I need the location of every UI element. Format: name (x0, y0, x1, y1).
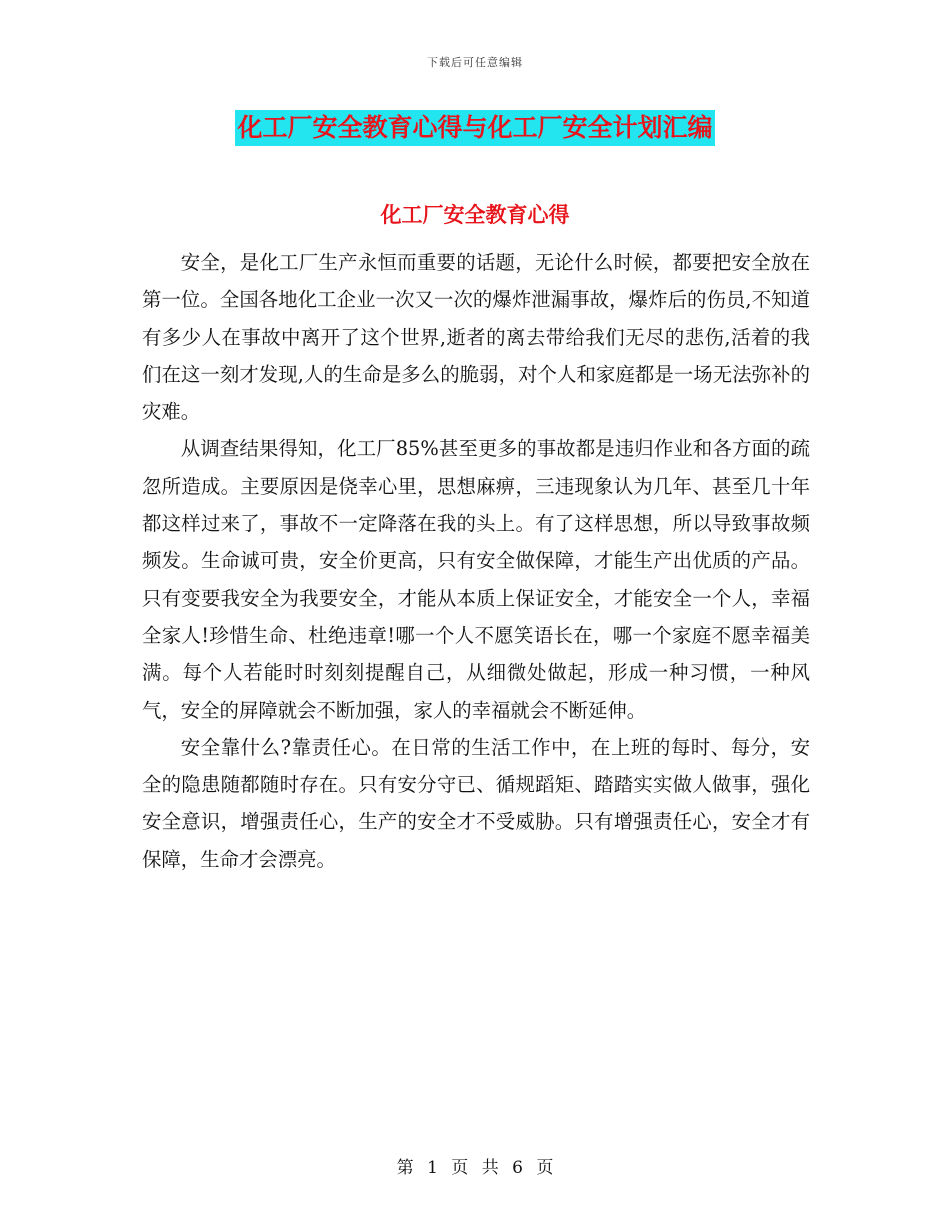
page-footer (0, 1153, 950, 1178)
paragraph-1: 安全，是化工厂生产永恒而重要的话题，无论什么时候，都要把安全放在第一位。全国各地化工企业一次又一次的爆炸泄漏事故，爆炸后的伤员,不知道有多少人在事故中离开了这个世界,逝者的离去带给我们无尽的悲伤,活着的我们在这一刻才发现,人的生命是多么的脆弱，对个人和家庭都是一场无法弥补的灾难。 (142, 251, 810, 424)
footer-total-label: 共 (481, 1158, 499, 1178)
document-title-container (0, 110, 950, 146)
footer-page-unit: 页 (451, 1158, 469, 1178)
document-body (142, 244, 810, 878)
footer-current-page: 1 (427, 1158, 438, 1178)
header-note: 下载后可任意编辑 (427, 56, 523, 69)
footer-total-pages: 6 (512, 1158, 523, 1178)
footer-total-unit: 页 (536, 1158, 554, 1178)
document-title: 化工厂安全教育心得与化工厂安全计划汇编 (235, 110, 714, 146)
paragraph-2: 从调查结果得知，化工厂85%甚至更多的事故都是违归作业和各方面的疏忽所造成。主要原因是侥幸心里，思想麻痹，三违现象认为几年、甚至几十年都这样过来了，事故不一定降落在我的头上。有了这样思想，所以导致事故频频发。生命诚可贵，安全价更高，只有安全做保障，才能生产出优质的产品。只有变要我安全为我要安全，才能从本质上保证安全，才能安全一个人，幸福全家人!珍惜生命、杜绝违章!哪一个人不愿笑语长在，哪一个家庭不愿幸福美满。每个人若能时时刻刻提醒自己，从细微处做起，形成一种习惯，一种风气，安全的屏障就会不断加强，家人的幸福就会不断延伸。 (142, 437, 810, 722)
section-title: 化工厂安全教育心得 (380, 203, 570, 227)
footer-page-label: 第 (396, 1158, 414, 1178)
paragraph-3: 安全靠什么?靠责任心。在日常的生活工作中，在上班的每时、每分，安全的隐患随都随时存在。只有安分守已、循规蹈矩、踏踏实实做人做事，强化安全意识，增强责任心，生产的安全才不受威胁。只有增强责任心，安全才有保障，生命才会漂亮。 (142, 735, 810, 871)
